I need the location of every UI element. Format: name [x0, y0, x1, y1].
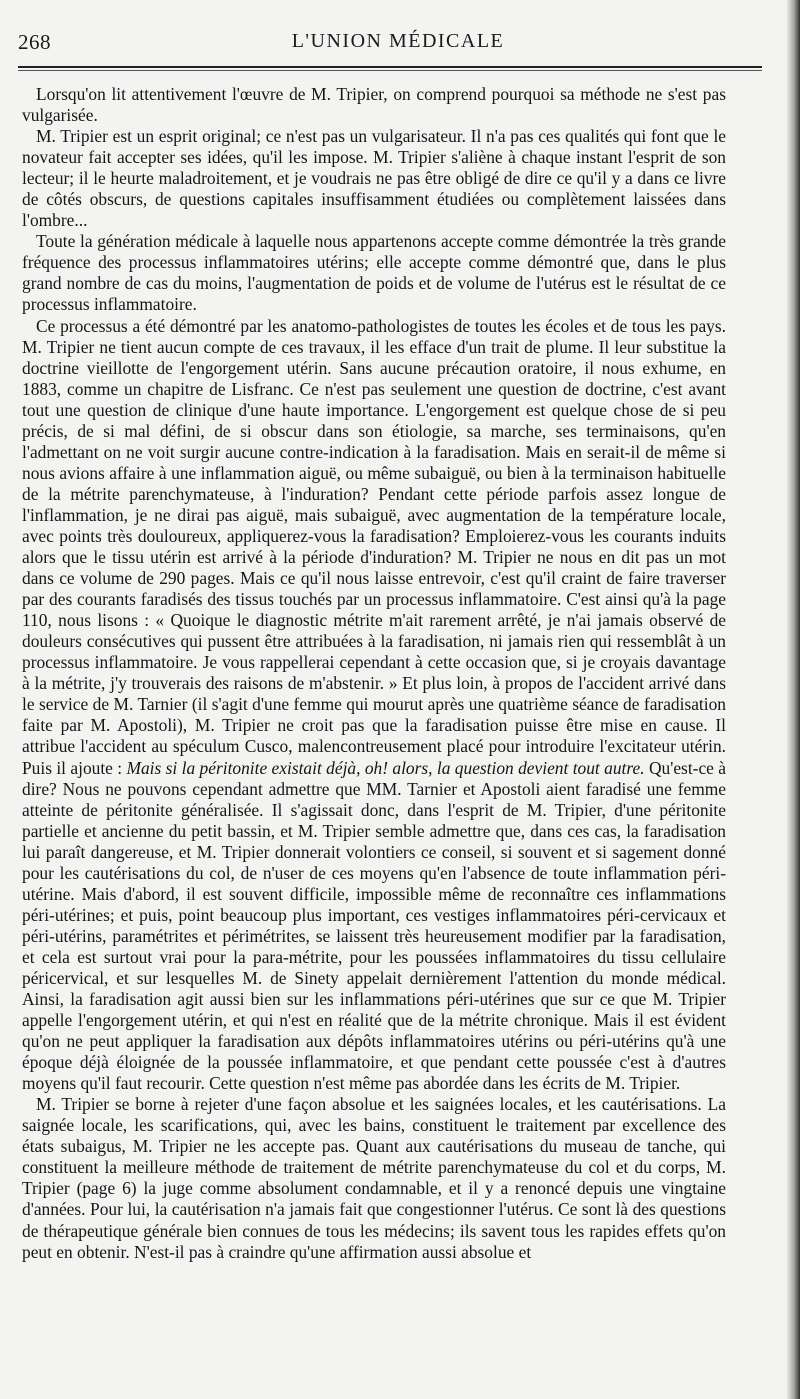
paragraph-4-continuation: Qu'est-ce à dire? Nous ne pouvons cependant admettre que MM. Tarnier et Apostoli aient faradisé une femme atteinte de péritonite généralisée. Il s'agissait donc, dans l'esprit de M. Tripier, d'une péritonite partielle et ancienne du petit bassin, et M. Tripier semble admettre que, dans ces cas, la faradisation lui paraît dangereuse, et M. Tripier donnerait volontiers ce conseil, si souvent et si sagement donné pour les cautérisations du col, de n'user de ces moyens qu'en l'absence de toute inflammation péri-utérine. Mais d'abord, il est souvent difficile, impossible même de reconnaître ces inflammations péri-utérines; et puis, point beaucoup plus important, ces vestiges inflammatoires péri-cervicaux et péri-utérins, paramétrites et périmétrites, se laissent très heureusement modifier par la faradisation, et cela est surtout vrai pour la para-métrite, pour les poussées inflammatoires du tissu cellulaire péricervical, et sur lesquelles M. de Sinety appelait dernièrement l'attention du monde médical. Ainsi, la faradisation agit aussi bien sur les inflammations péri-utérines que sur ce que M. Tripier appelle l'engorgement utérin, et qui n'est en réalité que de la métrite chronique. Mais il est évident qu'on ne peut appliquer la faradisation aux dépôts inflammatoires utérins ou péri-utérins qu'à une époque déjà éloignée de la poussée inflammatoire, et que pendant cette poussée c'est à d'autres moyens qu'il faut recourir. Cette question n'est même pas abordée dans les écrits de M. Tripier. [22, 757, 726, 1094]
page-number: 268 [18, 30, 51, 54]
page-header [18, 30, 778, 62]
paragraph-4-text: Ce processus a été démontré par les anatomo-pathologistes de toutes les écoles et de tous les pays. M. Tripier ne tient aucun compte de ces travaux, il les efface d'un trait de plume. Il leur substitue la doctrine vieillotte de l'engorgement utérin. Sans aucune précaution oratoire, il nous exhume, en 1883, comme un chapitre de Lisfranc. Ce n'est pas seulement une question de doctrine, c'est avant tout une question de clinique d'une haute importance. L'engorgement est quelque chose de si peu précis, de si mal défini, de si obscur dans son étiologie, sa marche, ses terminaisons, qu'en l'admettant on ne voit surgir aucune contre-indication à la faradisation. Mais en serait-il de même si nous avions affaire à une inflammation aiguë, ou même subaiguë, ou bien à la terminaison habituelle de la métrite parenchymateuse, à l'induration? Pendant cette période parfois assez longue de l'inflammation, je ne dirai pas aiguë, mais subaiguë, avec augmentation de la température locale, avec points très douloureux, appliquerez-vous la faradisation? Emploierez-vous les courants induits alors que le tissu utérin est arrivé à la période d'induration? M. Tripier ne nous en dit pas un mot dans ce volume de 290 pages. Mais ce qu'il nous laisse entrevoir, c'est qu'il craint de faire traverser par des courants faradisés des tissus touchés par un processus inflammatoire. C'est ainsi qu'à la page 110, nous lisons : « Quoique le diagnostic métrite m'ait rarement arrêté, je n'ai jamais observé de douleurs consécutives qui pussent être attribuées à la faradisation, ni jamais rien qui ressemblât à un processus inflammatoire. Je vous rappellerai cependant à cette occasion que, si je croyais davantage à la métrite, j'y trouverais des raisons de m'abstenir. » Et plus loin, à propos de l'accident arrivé dans le service de M. Tarnier (il s'agit d'une femme qui mourut après une quatrième séance de faradisation faite par M. Apostoli), M. Tripier ne croit pas que la faradisation puisse être mise en cause. Il attribue l'accident au spéculum Cusco, malencontreusement placé pour introduire l'excitateur utérin. Puis il ajoute : [22, 315, 726, 778]
paragraph-2: M. Tripier est un esprit original; ce n'est pas un vulgarisateur. Il n'a pas ces qualités qui font que le novateur fait accepter ses idées, qu'il les impose. M. Tripier s'aliène à chaque instant l'esprit de son lecteur; il le heurte maladroitement, et je voudrais ne pas être obligé de dire ce qu'il y a dans ce livre de côtés obscurs, de questions capitales insuffisamment étudiées ou complètement laissées dans l'ombre... [22, 126, 726, 231]
italic-quote: Mais si la péritonite existait déjà, oh! alors, la question devient tout autre. [126, 757, 645, 778]
header-rule-thin [18, 70, 762, 71]
journal-title: L'UNION MÉDICALE [291, 30, 505, 52]
article-body [22, 84, 726, 1263]
page-edge-shadow [786, 0, 800, 1399]
paragraph-1: Lorsqu'on lit attentivement l'œuvre de M. Tripier, on comprend pourquoi sa méthode ne s'est pas vulgarisée. [22, 84, 726, 126]
header-rule [18, 66, 762, 68]
paragraph-5: M. Tripier se borne à rejeter d'une façon absolue et les saignées locales, et les cautérisations. La saignée locale, les scarifications, qui, avec les bains, constituent le traitement par excellence des états subaigus, M. Tripier ne les accepte pas. Quant aux cautérisations du museau de tanche, qui constituent la meilleure méthode de traitement de métrite parenchymateuse du col et du corps, M. Tripier (page 6) la juge comme absolument condamnable, et il y a renoncé depuis une vingtaine d'années. Pour lui, la cautérisation n'a jamais fait que congestionner l'utérus. Ce sont là des questions de thérapeutique générale bien connues de tous les médecins; ils savent tous les rapides effets qu'on peut en obtenir. N'est-il pas à craindre qu'une affirmation aussi absolue et [22, 1094, 726, 1262]
paragraph-3: Toute la génération médicale à laquelle nous appartenons accepte comme démontrée la très grande fréquence des processus inflammatoires utérins; elle accepte comme démontré que, dans le plus grand nombre de cas du moins, l'augmentation de poids et de volume de l'utérus est le résultat de ce processus inflammatoire. [22, 231, 726, 315]
paragraph-4 [22, 316, 726, 1095]
